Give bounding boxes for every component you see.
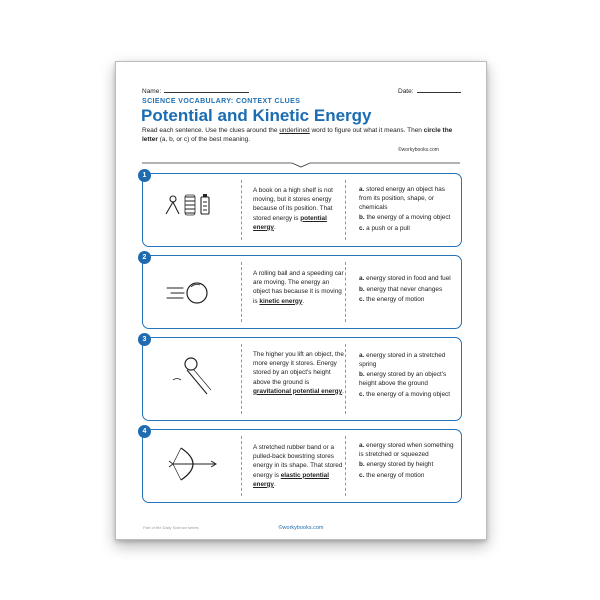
question-card-2 [142, 255, 462, 329]
column-divider [241, 344, 242, 414]
choice-b[interactable]: b. energy that never changes [359, 285, 443, 293]
column-divider [241, 180, 242, 240]
footer-brand: ©workybooks.com [278, 525, 324, 531]
question-number-badge: 4 [138, 425, 151, 438]
sentence-text: A book on a high shelf is not moving, but it stores energy because of its position. That stored energy is [253, 187, 333, 222]
column-divider [241, 262, 242, 322]
question-card-1 [142, 173, 462, 247]
question-card-4 [142, 429, 462, 503]
date-field [398, 86, 461, 95]
choice-c[interactable]: c. the energy of motion [359, 471, 425, 479]
subtitle-kicker: SCIENCE VOCABULARY: CONTEXT CLUES [142, 98, 301, 105]
choice-a[interactable]: a. energy stored in a stretched spring [359, 352, 446, 368]
instructions-part1: Read each sentence. Use the clues around the [142, 127, 280, 134]
question-sentence: The higher you lift an object, the more energy it stores. Energy stored by an object's height above the ground is gravitational potential energy. [253, 351, 344, 395]
instructions-part2: word to figure out what it means. Then [309, 127, 424, 134]
column-divider [345, 344, 346, 414]
vocab-term: elastic potential energy [253, 471, 330, 488]
column-divider [241, 436, 242, 496]
vocab-term: kinetic energy [259, 297, 303, 305]
column-divider [345, 180, 346, 240]
choice-a[interactable]: a. energy stored in food and fuel [359, 275, 451, 282]
sentence-text: A stretched rubber band or a pulled-back bowstring stores energy in its shape. That stored energy is [253, 444, 343, 479]
instructions-underlined: underlined [279, 127, 310, 134]
instructions-bold: circle the letter [142, 127, 453, 143]
page-title: Potential and Kinetic Energy [141, 106, 372, 125]
choice-c[interactable]: c. the energy of a moving object [359, 390, 450, 398]
date-line [417, 86, 461, 93]
rolling-ball-icon [161, 272, 227, 312]
vocab-term: potential energy [253, 214, 327, 231]
question-number-badge: 2 [138, 251, 151, 264]
choice-b[interactable]: b. energy stored by an object's height above the ground [359, 371, 447, 388]
book-shelf-spring-battery-icon [161, 188, 227, 228]
choice-b[interactable]: b. energy stored by height [359, 461, 434, 469]
answer-choices [359, 275, 457, 307]
name-label: Name: [142, 88, 162, 95]
date-label: Date: [398, 88, 414, 95]
question-card-3 [142, 337, 462, 421]
answer-choices [359, 442, 457, 483]
instructions-part3: (a, b, or c) of the best meaning. [157, 135, 251, 143]
bow-and-arrow-icon [161, 444, 227, 484]
choice-a[interactable]: a. energy stored when something is stretched or squeezed [359, 442, 454, 458]
column-divider [345, 436, 346, 496]
worksheet-page [115, 61, 487, 540]
series-footer: Part of the Daily Science series [143, 525, 199, 530]
question-sentence: A rolling ball and a speeding car are moving. The energy an object has because it is moving is kinetic energy. [253, 270, 344, 305]
question-sentence: A book on a high shelf is not moving, but it stores energy because of its position. That stored energy is potential energy. [253, 187, 333, 231]
vocab-term: gravitational potential energy [253, 387, 343, 395]
question-number-badge: 1 [138, 169, 151, 182]
name-line [164, 86, 249, 93]
choice-b[interactable]: b. the energy of a moving object [359, 214, 451, 222]
name-field [142, 86, 249, 95]
answer-choices [359, 352, 457, 401]
choice-c[interactable]: c. the energy of motion [359, 296, 425, 304]
answer-choices [359, 186, 457, 235]
instructions [142, 127, 464, 145]
question-sentence: A stretched rubber band or a pulled-back bowstring stores energy in its shape. That stored energy is elastic potential energy. [253, 444, 343, 488]
column-divider [345, 262, 346, 322]
header-divider [142, 158, 460, 168]
choice-a[interactable]: a. stored energy an object has from its position, shape, or chemicals [359, 186, 445, 211]
ball-on-slope-icon [161, 356, 227, 396]
sentence-text: A rolling ball and a speeding car are moving. The energy an object has because it is moving is [253, 270, 344, 305]
choice-c[interactable]: c. a push or a pull [359, 224, 410, 232]
question-number-badge: 3 [138, 333, 151, 346]
sentence-text: The higher you lift an object, the more energy it stores. Energy stored by an object's height above the ground is [253, 351, 344, 386]
brand-watermark: ©workybooks.com [398, 147, 439, 153]
